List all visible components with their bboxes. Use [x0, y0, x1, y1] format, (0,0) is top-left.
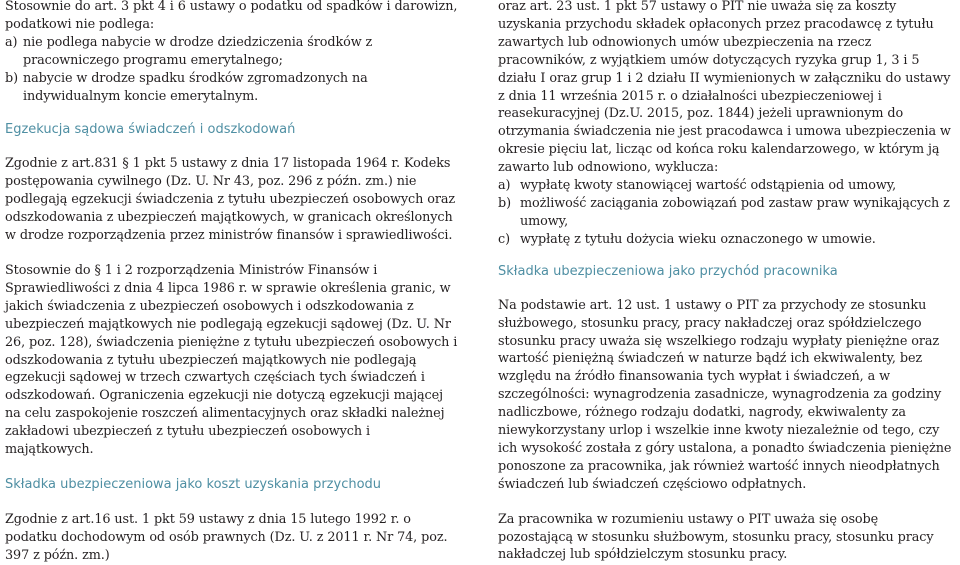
list-item-text: wypłatę kwoty stanowiącej wartość odstąpienia od umowy,	[520, 178, 897, 194]
left-column	[5, 0, 460, 565]
paragraph: Zgodnie z art.831 § 1 pkt 5 ustawy z dnia 17 listopada 1964 r. Kodeks postępowania cywilnego (Dz. U. Nr 43, poz. 296 z późn. zm.) nie podlegają egzekucji świadczenia z tytułu ubezpieczeń osobowych oraz odszkodowania z ubezpieczeń majątkowych, w granicach określonych w drodze rozporządzenia przez ministrów finansów i sprawiedliwości.	[5, 156, 456, 244]
list-item	[5, 34, 460, 70]
list-marker: a)	[5, 34, 18, 50]
list-item-text: wypłatę z tytułu dożycia wieku oznaczonego w umowie.	[520, 231, 876, 247]
paragraph: Na podstawie art. 12 ust. 1 ustawy o PIT za przychody ze stosunku służbowego, stosunku pracy, pracy nakładczej oraz spółdzielczego stosunku pracy uważa się wszelkiego rodzaju wypłaty pieniężne oraz wartość pieniężną świadczeń w naturze bądź ich ekwiwalenty, bez względu na źródło finansowania tych wypłat i świadczeń, a w szczególności: wynagrodzenia zasadnicze, wynagrodzenia za godziny nadliczbowe, różnego rodzaju dodatki, nagrody, ekwiwalenty za niewykorzystany urlop i wszelkie inne kwoty niezależnie od tego, czy ich wysokość została z góry ustalona, a ponadto świadczenia pieniężne ponoszone za pracownika, jak również wartość innych nieodpłatnych świadczeń lub świadczeń częściowo odpłatnych.	[498, 297, 952, 492]
exemption-list	[5, 34, 460, 106]
list-item	[5, 70, 460, 106]
list-item	[498, 177, 953, 195]
paragraph: Za pracownika w rozumieniu ustawy o PIT uważa się osobę pozostającą w stosunku służbowym, stosunku pracy, stosunku pracy nakładczej lub spółdzielczym stosunku pracy.	[498, 511, 934, 563]
intro-paragraph: Stosownie do art. 3 pkt 4 i 6 ustawy o podatku od spadków i darowizn, podatkowi nie podlega:	[5, 0, 458, 32]
list-item	[498, 195, 953, 231]
section-heading: Składka ubezpieczeniowa jako przychód pracownika	[498, 263, 838, 279]
paragraph: oraz art. 23 ust. 1 pkt 57 ustawy o PIT nie uważa się za koszty uzyskania przychodu składek opłaconych przez pracodawcę z tytułu zawartych lub odnowionych umów ubezpieczenia na rzecz pracowników, z wyjątkiem umów dotyczących ryzyka grup 1, 3 i 5 działu I oraz grup 1 i 2 działu II wymienionych w załączniku do ustawy z dnia 11 września 2015 r. o działalności ubezpieczeniowej i reasekuracyjnej (Dz.U. 2015, poz. 1844) jeżeli uprawnionym do otrzymania świadczenia nie jest pracodawca i umowa ubezpieczenia w okresie pięciu lat, licząc od końca roku kalendarzowego, w którym ją zawarto lub odnowiono, wyklucza:	[498, 0, 951, 176]
section-heading: Składka ubezpieczeniowa jako koszt uzyskania przychodu	[5, 476, 382, 492]
right-column	[498, 0, 953, 564]
paragraph: Zgodnie z art.16 ust. 1 pkt 59 ustawy z dnia 15 lutego 1992 r. o podatku dochodowym od osób prawnych (Dz. U. z 2011 r. Nr 74, poz. 397 z późn. zm.)	[5, 511, 448, 563]
list-item	[498, 231, 953, 249]
list-marker: b)	[5, 70, 18, 86]
list-marker: a)	[498, 178, 511, 194]
list-item-text: nie podlega nabycie w drodze dziedziczenia środków z pracowniczego programu emerytalnego;	[23, 34, 373, 68]
list-marker: c)	[498, 231, 510, 247]
paragraph: Stosownie do § 1 i 2 rozporządzenia Ministrów Finansów i Sprawiedliwości z dnia 4 lipca 1986 r. w sprawie określenia granic, w jakich świadczenia z ubezpieczeń osobowych i odszkodowania z ubezpieczeń majątkowych nie podlegają egzekucji sądowej (Dz. U. Nr 26, poz. 128), świadczenia pieniężne z tytułu ubezpieczeń osobowych i odszkodowania z tytułu ubezpieczeń majątkowych nie podlegają egzekucji sądowej w trzech czwartych częściach tych świadczeń i odszkodowań. Ograniczenia egzekucji nie dotyczą egzekucji mającej na celu zaspokojenie roszczeń alimentacyjnych oraz składki należnej zakładowi ubezpieczeń z tytułu ubezpieczeń osobowych i majątkowych.	[5, 262, 458, 458]
exclusion-list	[498, 177, 953, 249]
section-heading: Egzekucja sądowa świadczeń i odszkodowań	[5, 122, 296, 138]
list-item-text: nabycie w drodze spadku środków zgromadzonych na indywidualnym koncie emerytalnym.	[23, 70, 368, 104]
list-marker: b)	[498, 195, 511, 211]
list-item-text: możliwość zaciągania zobowiązań pod zastaw praw wynikających z umowy,	[520, 195, 950, 229]
